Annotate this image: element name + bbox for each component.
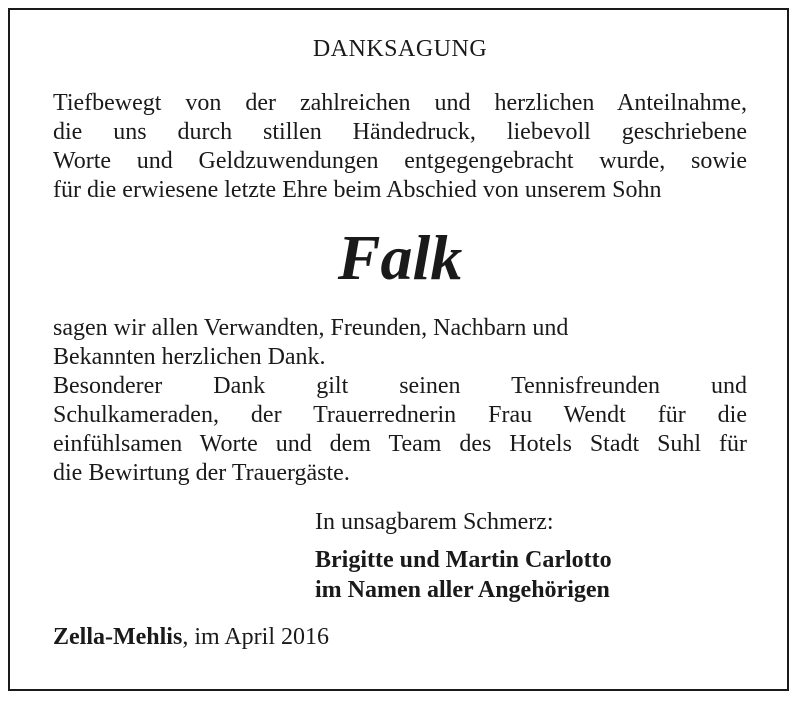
date-text: , im April 2016 <box>182 624 329 650</box>
thanks-paragraph <box>53 314 747 488</box>
thanks-line: die Bewirtung der Trauergäste. <box>53 460 350 486</box>
thanks-line: Bekannten herzlichen Dank. <box>53 344 326 370</box>
intro-line: Worte und Geldzuwendungen entgegengebracht wurde, sowie <box>53 148 747 174</box>
deceased-name: Falk <box>337 222 463 293</box>
place-name: Zella-Mehlis <box>53 624 183 650</box>
intro-line: für die erwiesene letzte Ehre beim Abschied von unserem Sohn <box>53 177 662 203</box>
signers-block <box>315 545 612 605</box>
thanks-line: Besonderer Dank gilt seinen Tennisfreunden und <box>53 373 747 399</box>
place-and-date <box>53 622 329 652</box>
intro-line: Tiefbewegt von der zahlreichen und herzlichen Anteilnahme, <box>53 90 747 116</box>
sorrow-line: In unsagbarem Schmerz: <box>315 509 554 535</box>
thanks-line: sagen wir allen Verwandten, Freunden, Nachbarn und <box>53 315 569 341</box>
signer-line: Brigitte und Martin Carlotto <box>315 547 612 573</box>
signer-line: im Namen aller Angehörigen <box>315 577 610 603</box>
thanks-line: Schulkameraden, der Trauerrednerin Frau Wendt für die <box>53 402 747 428</box>
intro-paragraph <box>53 89 747 205</box>
thanks-line: einfühlsamen Worte und dem Team des Hotels Stadt Suhl für <box>53 431 747 457</box>
intro-line: die uns durch stillen Händedruck, liebevoll geschriebene <box>53 119 747 145</box>
notice-title: DANKSAGUNG <box>312 36 488 62</box>
